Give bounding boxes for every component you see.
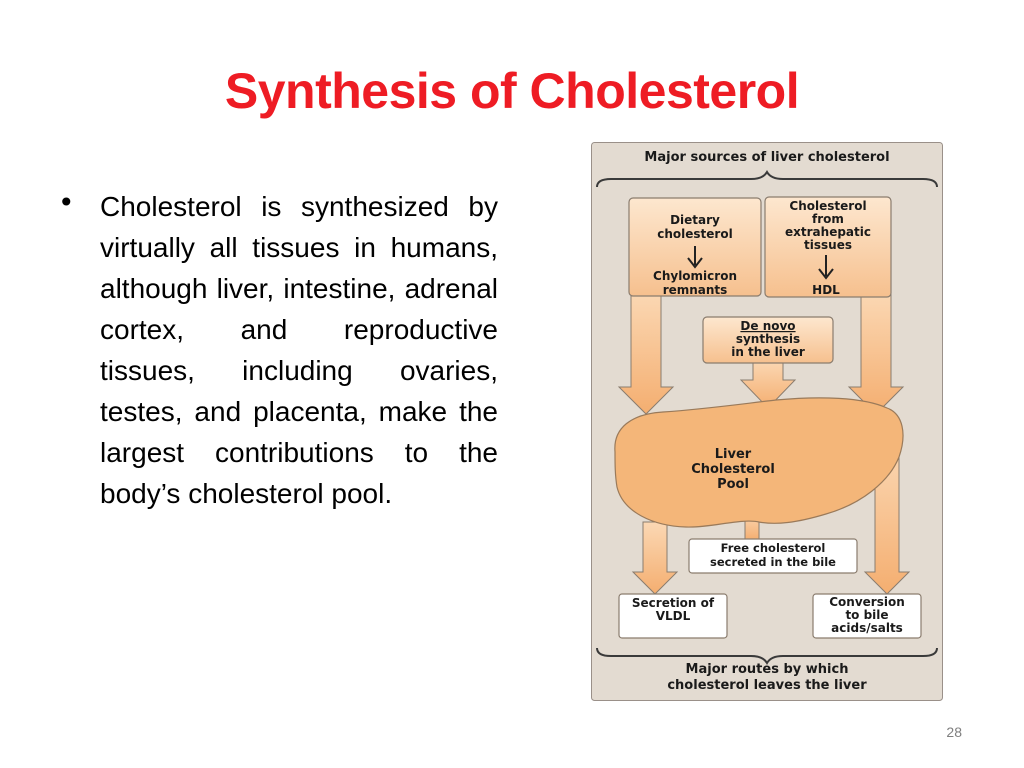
dietary-label-line1: Dietary [670,213,720,227]
extrahepatic-line3: extrahepatic [785,225,871,239]
liver-pool-line1: Liver [714,447,752,462]
liver-pool-line3: Pool [717,477,749,492]
hdl-label: HDL [812,283,840,297]
extrahepatic-line4: tissues [804,238,852,252]
bullet-text: Cholesterol is synthesized by virtually all tissues in humans, although liver, intestine, adrenal cortex, and reproductive tissues, including ovaries, testes, and placenta, make the largest contributions to the body’s cholesterol pool. [100,191,498,509]
page-number: 28 [946,724,962,740]
conversion-line2: to bile [845,608,889,622]
conversion-line1: Conversion [829,595,905,609]
bile-line1: Free cholesterol [720,541,826,555]
conversion-line3: acids/salts [831,621,903,635]
cholesterol-flow-diagram [591,142,943,701]
vldl-line1: Secretion of [631,596,715,610]
footer-line1: Major routes by which [685,662,849,677]
footer-line2: cholesterol leaves the liver [667,678,867,693]
bullet-dot-icon: • [58,186,75,219]
liver-pool-line2: Cholesterol [691,462,775,477]
bile-line2: secreted in the bile [709,555,837,569]
de-novo-line3: in the liver [731,345,805,359]
de-novo-line1: De novo [740,319,796,333]
slide-title: Synthesis of Cholesterol [224,63,800,119]
de-novo-line2: synthesis [735,332,801,346]
bullet-point [58,186,498,514]
chylomicron-label-line1: Chylomicron [653,269,737,283]
header-text: Major sources of liver cholesterol [644,150,890,165]
extrahepatic-line2: from [812,212,844,226]
extrahepatic-line1: Cholesterol [789,199,867,213]
dietary-label-line2: cholesterol [657,227,733,241]
chylomicron-label-line2: remnants [662,283,728,297]
vldl-line2: VLDL [655,609,691,623]
